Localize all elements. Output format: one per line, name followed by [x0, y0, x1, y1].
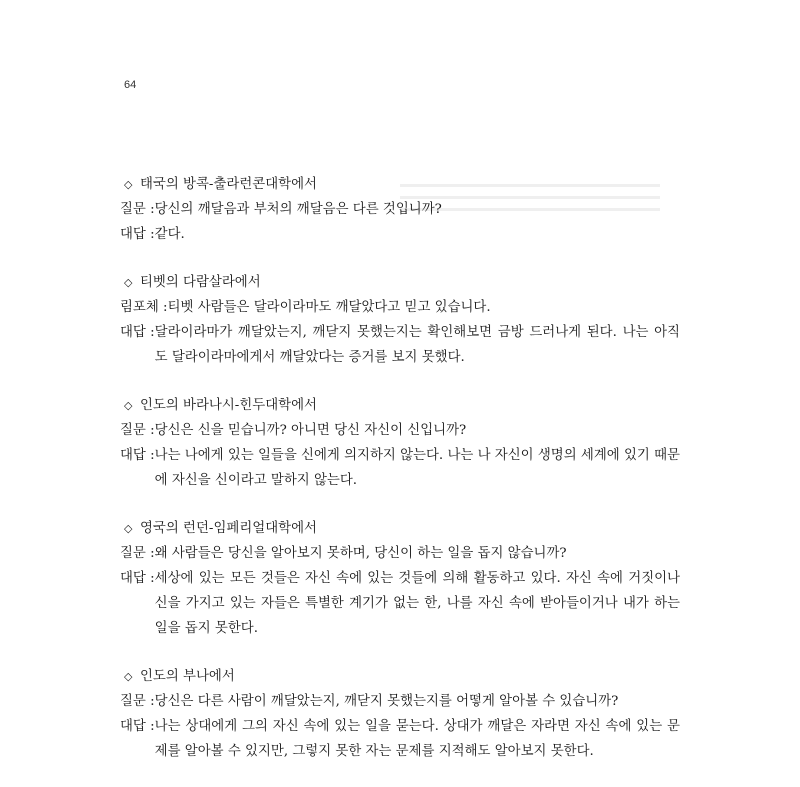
line-text: 당신은 신을 믿습니까? 아니면 당신 자신이 신입니까?: [154, 423, 467, 438]
section-heading: [120, 516, 680, 541]
line-label: 대답 :: [120, 571, 155, 586]
line-label: 질문 :: [120, 202, 155, 217]
line-text: 왜 사람들은 당신을 알아보지 못하며, 당신이 하는 일을 돕지 않습니까?: [154, 546, 567, 561]
diamond-bullet-icon: ◇: [124, 399, 133, 412]
line-text: 나는 나에게 있는 일들을 신에게 의지하지 않는다. 나는 나 자신이 생명의 세계에 있기 때문에 자신을 신이라고 말하지 않는다.: [154, 448, 680, 488]
line-label: 대답 :: [120, 719, 155, 734]
heading-text: 인도의 부나에서: [140, 669, 235, 684]
line-label: 대답 :: [120, 227, 155, 242]
diamond-bullet-icon: ◇: [124, 178, 133, 191]
answer-line: [120, 566, 680, 641]
answer-line: [120, 222, 680, 247]
section-heading: [120, 172, 680, 197]
question-line: [120, 418, 680, 443]
diamond-bullet-icon: ◇: [124, 276, 133, 289]
question-line: [120, 197, 680, 222]
line-text: 당신의 깨달음과 부처의 깨달음은 다른 것입니까?: [154, 202, 442, 217]
line-text: 세상에 있는 모든 것들은 자신 속에 있는 것들에 의해 활동하고 있다. 자신 속에 거짓이나 신을 가지고 있는 자들은 특별한 계기가 없는 한, 나를 자신 속에 받아들이거나 내가 하는 일을 돕지 못한다.: [154, 571, 680, 636]
question-line: [120, 295, 680, 320]
qa-section: [120, 270, 680, 370]
answer-line: [120, 714, 680, 764]
diamond-bullet-icon: ◇: [124, 670, 133, 683]
line-text: 티벳 사람들은 달라이라마도 깨달았다고 믿고 있습니다.: [167, 300, 491, 315]
section-heading: [120, 393, 680, 418]
qa-section: [120, 664, 680, 764]
question-line: [120, 541, 680, 566]
line-label: 대답 :: [120, 325, 155, 340]
heading-text: 인도의 바라나시-힌두대학에서: [140, 398, 317, 413]
heading-text: 영국의 런던-임페리얼대학에서: [140, 521, 317, 536]
line-label: 질문 :: [120, 546, 155, 561]
line-label: 질문 :: [120, 423, 155, 438]
qa-section: [120, 516, 680, 641]
line-label: 질문 :: [120, 694, 155, 709]
heading-text: 티벳의 다람살라에서: [140, 275, 261, 290]
line-text: 당신은 다른 사람이 깨달았는지, 깨닫지 못했는지를 어떻게 알아볼 수 있습니까?: [154, 694, 619, 709]
line-label: 대답 :: [120, 448, 155, 463]
qa-section: [120, 393, 680, 493]
diamond-bullet-icon: ◇: [124, 522, 133, 535]
page-number: 64: [124, 79, 137, 91]
question-line: [120, 689, 680, 714]
qa-section: [120, 172, 680, 247]
section-heading: [120, 664, 680, 689]
line-text: 같다.: [154, 227, 185, 242]
answer-line: [120, 443, 680, 493]
qa-content: [120, 172, 680, 787]
line-label: 림포체 :: [120, 300, 168, 315]
line-text: 나는 상대에게 그의 자신 속에 있는 일을 묻는다. 상대가 깨달은 자라면 자신 속에 있는 문제를 알아볼 수 있지만, 그렇지 못한 자는 문제를 지적해도 알아보지 못한다.: [154, 719, 680, 759]
heading-text: 태국의 방콕-출라런콘대학에서: [140, 177, 317, 192]
section-heading: [120, 270, 680, 295]
answer-line: [120, 320, 680, 370]
line-text: 달라이라마가 깨달았는지, 깨닫지 못했는지는 확인해보면 금방 드러나게 된다. 나는 아직도 달라이라마에게서 깨달았다는 증거를 보지 못했다.: [154, 325, 680, 365]
